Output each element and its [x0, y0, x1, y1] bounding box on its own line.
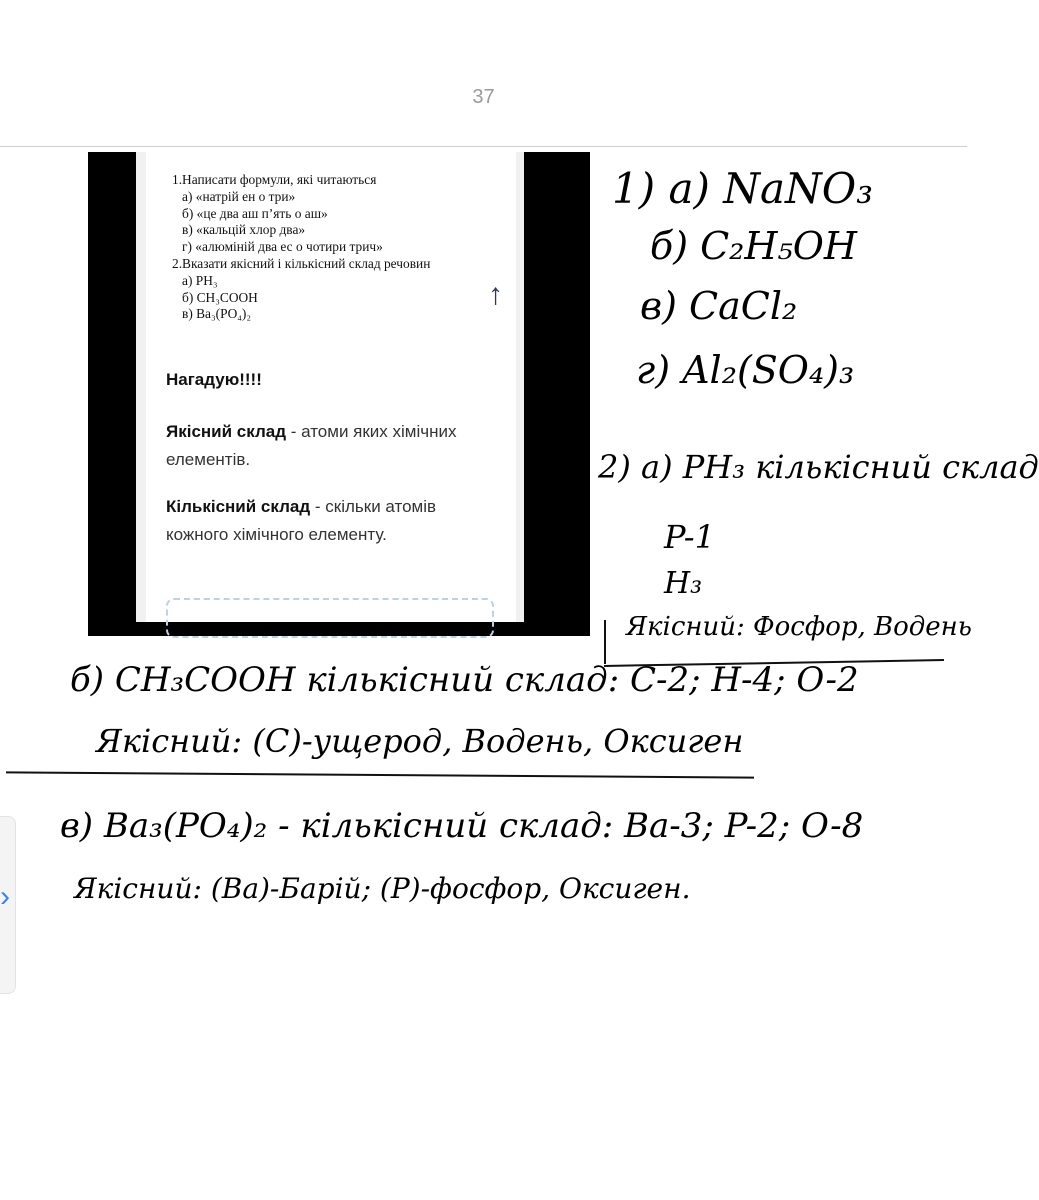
- screenshot-content: [136, 152, 524, 622]
- top-divider: [0, 146, 967, 147]
- page-number: 37: [472, 86, 495, 108]
- embedded-screenshot: [88, 152, 590, 636]
- task-line: 1.Написати формули, які читаються: [172, 172, 377, 187]
- handwriting-line: 1) а) NaNO₃: [612, 164, 874, 213]
- task-line: а) «натрій ен о три»: [182, 188, 296, 204]
- quantitative-text: - скільки атомів кожного хімічного елементу.: [166, 497, 437, 544]
- task-line: г) «алюміній два ес о чотири трич»: [182, 239, 383, 255]
- left-strip: [136, 152, 146, 622]
- handwriting-line: б) CH₃COOH кількісний склад: C-2; H-4; O-2: [70, 660, 859, 700]
- qualitative-definition: [166, 418, 466, 474]
- handwritten-rule: [6, 771, 754, 778]
- task-line: 2.Вказати якісний і кількісний склад речовин: [172, 255, 431, 271]
- qualitative-text: - атоми яких хімічних елементів.: [166, 422, 457, 469]
- task-line: б) CH₃COOH: [182, 289, 258, 305]
- handwritten-bracket: [604, 620, 606, 664]
- task-line: в) Ba₃(PO₄)₂: [182, 306, 252, 322]
- task-line: а) PH₃: [182, 272, 218, 288]
- handwriting-line: г) Al₂(SO₄)₃: [636, 348, 855, 392]
- handwriting-line: Якісний: (C)-ущерод, Водень, Оксиген: [96, 722, 744, 760]
- handwriting-line: P-1: [664, 518, 715, 556]
- handwriting-line: б) C₂H₅OH: [650, 224, 858, 268]
- quantitative-term: Кількісний склад: [166, 497, 311, 516]
- handwriting-line: H₃: [664, 566, 703, 601]
- handwriting-line: Якісний: (Ba)-Барій; (P)-фосфор, Оксиген.: [74, 872, 691, 905]
- handwriting-line: в) CaCl₂: [640, 284, 798, 328]
- task-line: б) «це два аш п’ять о аш»: [182, 205, 328, 221]
- remind-heading: Нагадую!!!!: [166, 370, 262, 389]
- black-bar-right: [524, 152, 590, 636]
- qualitative-term: Якісний склад: [166, 422, 287, 441]
- arrow-up-icon[interactable]: ↑: [488, 278, 503, 311]
- handwriting-line: в) Ba₃(PO₄)₂ - кількісний склад: Ba-3; P-2; O-8: [60, 806, 864, 846]
- quantitative-definition: [166, 493, 466, 549]
- right-strip: [516, 152, 524, 622]
- task-text: [172, 172, 430, 323]
- chevron-right-icon[interactable]: ›: [0, 880, 10, 913]
- handwriting-line: Якісний: Фосфор, Водень: [626, 612, 972, 642]
- task-line: в) «кальцій хлор два»: [182, 222, 306, 238]
- dashed-box: [166, 598, 494, 638]
- handwriting-line: 2) а) PH₃ кількісний склад: [598, 448, 1039, 486]
